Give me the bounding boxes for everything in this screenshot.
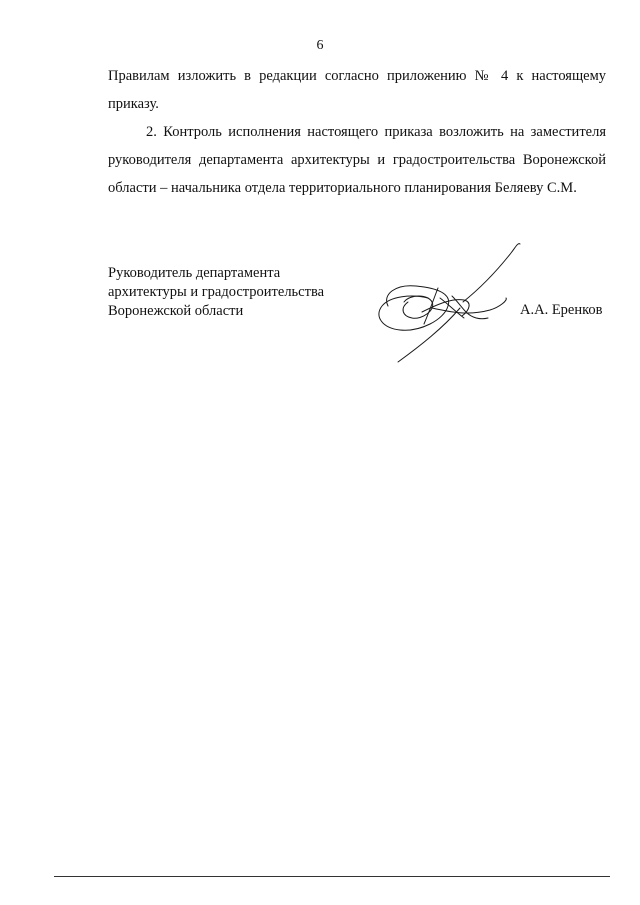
signer-title (108, 264, 324, 321)
page-number: 6 (316, 38, 324, 53)
paragraph-2: 2. Контроль исполнения настоящего приказа возложить на заместителя руководителя департамента архитектуры и градостроительства Воронежской области – начальника отдела территориального планирования Беляеву С.М. (108, 124, 606, 196)
handwritten-signature (368, 238, 538, 368)
footer-divider (54, 876, 610, 877)
signer-title-line-1: Руководитель департамента (108, 265, 281, 281)
signer-title-line-3: Воронежской области (108, 303, 244, 319)
paragraph-1: Правилам изложить в редакции согласно приложению № 4 к настоящему приказу. (108, 68, 606, 112)
signer-title-line-2: архитектуры и градостроительства (108, 284, 325, 300)
signer-name: А.А. Еренков (520, 302, 603, 318)
